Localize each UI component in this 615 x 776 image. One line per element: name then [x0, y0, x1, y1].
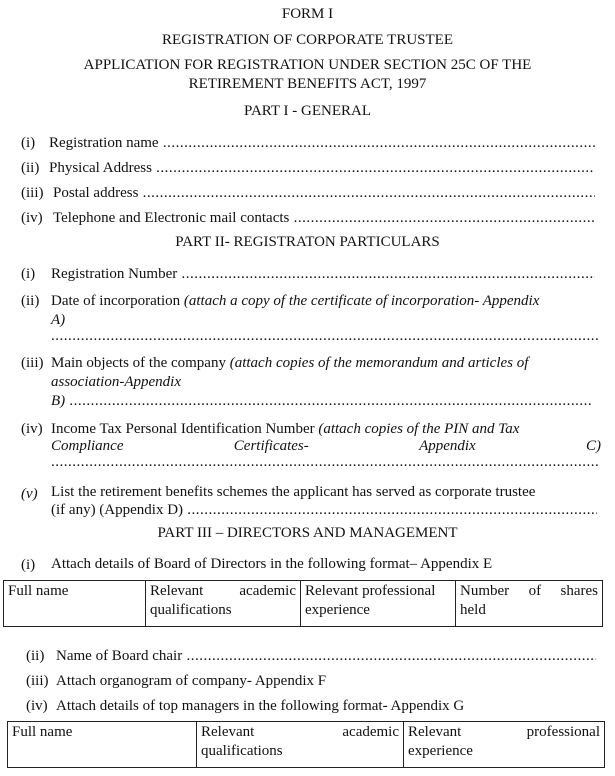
- form-subtitle-line2: RETIREMENT BENEFITS ACT, 1997: [188, 76, 427, 92]
- postal-address-field[interactable]: [53, 185, 595, 202]
- part1-item-num: (iii): [21, 185, 44, 201]
- schemes-label: List the retirement benefits schemes the applicant has served as corporate trustee: [51, 484, 536, 500]
- schemes-field[interactable]: [51, 502, 597, 519]
- board-chair-field[interactable]: [56, 648, 596, 665]
- part2-item-num: (iii): [21, 355, 44, 371]
- part3-item-num: (iii): [26, 673, 49, 689]
- part1-item-num: (ii): [21, 160, 40, 176]
- part2-item-num: (v): [21, 486, 38, 502]
- contacts-field[interactable]: [53, 210, 595, 227]
- appendix-d-note: (if any) (Appendix D): [51, 502, 184, 518]
- registration-name-field[interactable]: [49, 135, 595, 152]
- part1-heading: PART I - GENERAL: [243, 103, 372, 119]
- top-managers-table: [7, 721, 605, 768]
- pin-note-line: Compliance Certificates- Appendix C): [51, 438, 601, 454]
- part2-item-num: (iv): [21, 421, 43, 437]
- part2-item-num: (ii): [21, 293, 40, 309]
- pin-field[interactable]: [51, 454, 598, 474]
- date-of-incorporation-field[interactable]: [51, 328, 598, 348]
- part3-item-num: (i): [21, 557, 36, 573]
- part3-heading: PART III – DIRECTORS AND MANAGEMENT: [157, 525, 458, 541]
- board-directors-table: [3, 580, 603, 627]
- table2-header-academic: Relevant academic qualifications: [197, 722, 404, 768]
- table1-header-full-name: Full name: [4, 581, 146, 627]
- registration-name-label: Registration name: [49, 135, 159, 151]
- association-note: association-Appendix: [51, 374, 181, 390]
- part2-heading: PART II- REGISTRATON PARTICULARS: [175, 234, 440, 250]
- organogram-instruction: Attach organogram of company- Appendix F: [56, 673, 327, 689]
- main-objects-label: Main objects of the company (attach copies of the memorandum and articles of: [51, 355, 529, 371]
- part1-item-num: (iv): [21, 210, 43, 226]
- contacts-label: Telephone and Electronic mail contacts: [53, 210, 290, 226]
- physical-address-label: Physical Address: [49, 160, 152, 176]
- registration-number-field[interactable]: [51, 266, 595, 283]
- managers-details-instruction: Attach details of top managers in the following format- Appendix G: [56, 698, 465, 714]
- main-objects-field[interactable]: [51, 393, 591, 410]
- part3-item-num: (ii): [26, 648, 45, 664]
- table1-header-academic: Relevant academic qualifications: [146, 581, 301, 627]
- pin-label: Income Tax Personal Identification Number (attach copies of the PIN and Tax: [51, 421, 520, 437]
- appendix-b-note: B): [51, 393, 66, 409]
- part2-item-num: (i): [21, 266, 36, 282]
- registration-number-label: Registration Number: [51, 266, 178, 282]
- board-chair-label: Name of Board chair: [56, 648, 183, 664]
- date-of-incorporation-label: Date of incorporation (attach a copy of the certificate of incorporation- Appendix: [51, 293, 540, 309]
- table1-header-shares: Number of shares held: [456, 581, 603, 627]
- physical-address-field[interactable]: [49, 160, 595, 177]
- postal-address-label: Postal address: [53, 185, 139, 201]
- table2-header-full-name: Full name: [8, 722, 197, 768]
- part3-item-num: (iv): [26, 698, 48, 714]
- form-subtitle-line1: APPLICATION FOR REGISTRATION UNDER SECTION 25C OF THE: [83, 57, 532, 73]
- table2-header-experience: Relevant professional experience: [404, 722, 605, 768]
- form-title: REGISTRATION OF CORPORATE TRUSTEE: [162, 32, 453, 48]
- appendix-a-note: A): [51, 312, 66, 328]
- part1-item-num: (i): [21, 135, 36, 151]
- form-number: FORM I: [281, 6, 334, 22]
- table1-header-experience: Relevant professional experience: [301, 581, 456, 627]
- board-details-instruction: Attach details of Board of Directors in the following format– Appendix E: [51, 556, 493, 572]
